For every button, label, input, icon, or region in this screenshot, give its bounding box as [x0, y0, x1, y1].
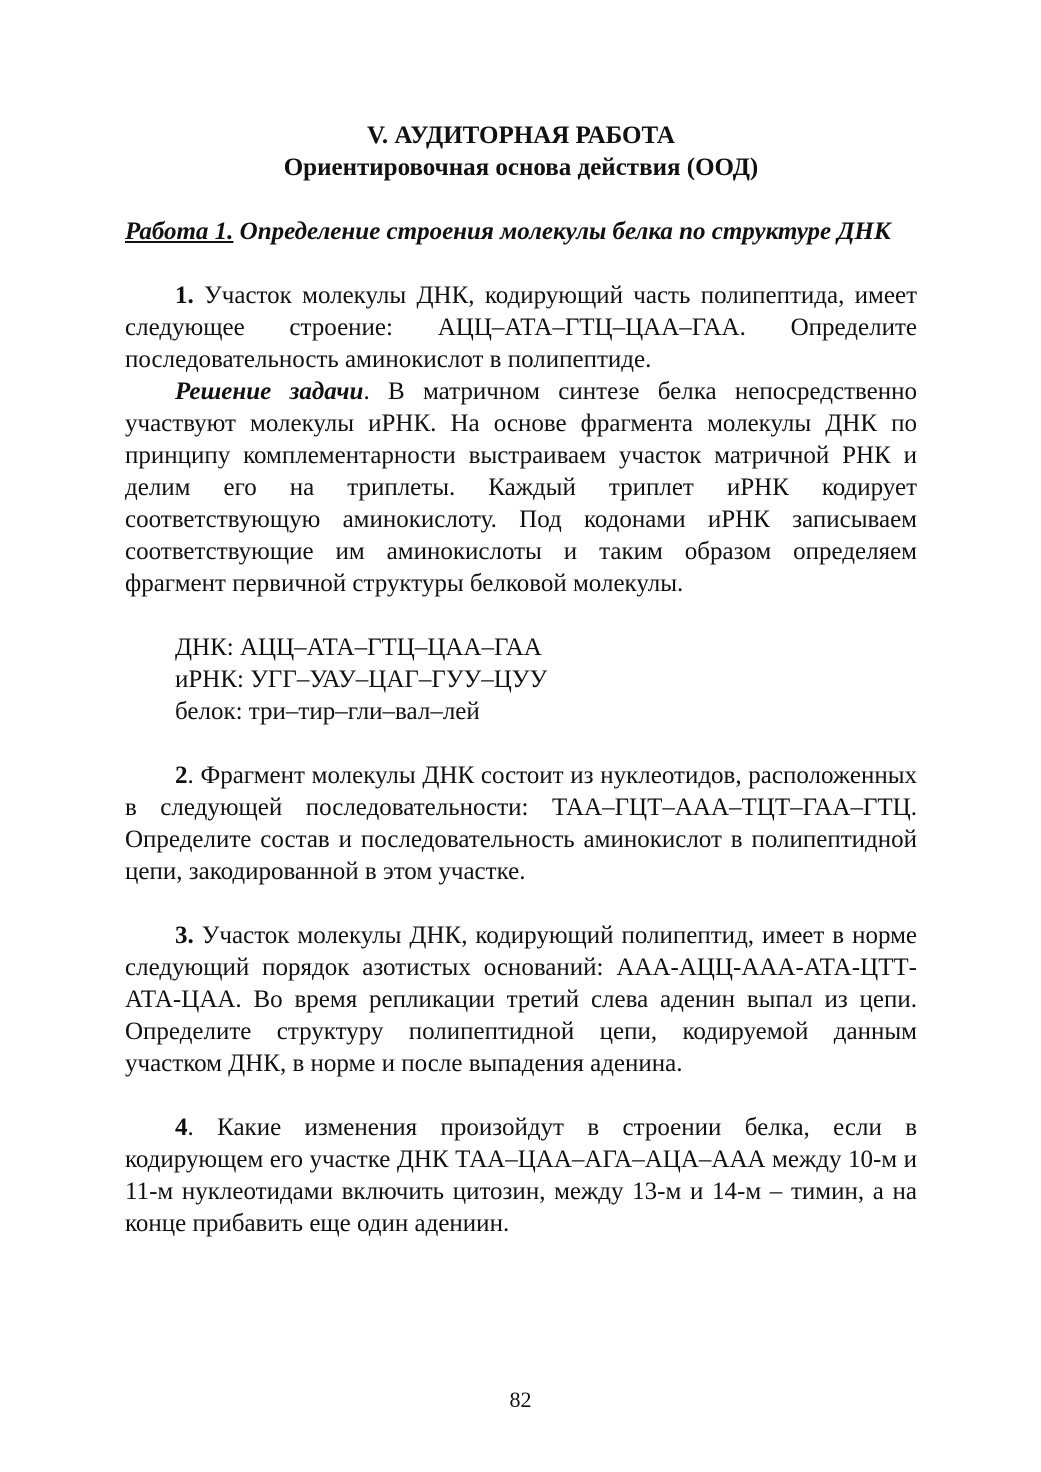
- section-label: Работа 1.: [125, 218, 234, 245]
- task-4-text: . Какие изменения произойдут в строении белка, если в кодирующем его участке ДНК ТАА–ЦАА–АГА–АЦА–ААА между 10-м и 11-м нуклеотидами включить цитозин, между 13-м и 14-м – тимин, а на конце прибавить еще один адениин.: [125, 1114, 917, 1237]
- task-4: [125, 1112, 917, 1240]
- task-2: [125, 760, 917, 888]
- task-1-number: 1.: [175, 282, 194, 309]
- protein-sequence: белок: три–тир–гли–вал–лей: [175, 698, 480, 725]
- task-3-number: 3.: [175, 922, 194, 949]
- section-heading: [125, 216, 917, 248]
- task-3: [125, 920, 917, 1080]
- spacer: [125, 1080, 917, 1112]
- page-number: 82: [509, 1387, 532, 1412]
- task-2-number: 2: [175, 762, 188, 789]
- chapter-title: V. АУДИТОРНАЯ РАБОТА: [367, 122, 675, 149]
- chapter-subtitle: Ориентировочная основа действия (ООД): [283, 154, 759, 181]
- solution-text: . В матричном синтезе белка непосредственно участвуют молекулы иРНК. На основе фрагмента молекулы ДНК по принципу комплементарности выстраиваем участок матричной РНК и делим его на триплеты. Каждый триплет иРНК кодирует соответствующую аминокислоту. Под кодонами иРНК записываем соответствующие им аминокислоты и таким образом определяем фрагмент первичной структуры белковой молекулы.: [125, 378, 917, 597]
- document-page: [125, 120, 917, 1240]
- task-2-text: . Фрагмент молекулы ДНК состоит из нуклеотидов, расположенных в следующей последовательности: ТАА–ГЦТ–ААА–ТЦТ–ГАА–ГТЦ. Определите состав и последовательность аминокислот в полипептидной цепи, закодированной в этом участке.: [125, 762, 917, 885]
- spacer: [125, 728, 917, 760]
- spacer: [125, 888, 917, 920]
- spacer: [125, 600, 917, 632]
- section-title: Определение строения молекулы белка по структуре ДНК: [233, 218, 891, 245]
- task-3-text: Участок молекулы ДНК, кодирующий полипептид, имеет в норме следующий порядок азотистых оснований: ААА-АЦЦ-ААА-АТА-ЦТТ-АТА-ЦАА. Во время репликации третий слева аденин выпал из цепи. Определите структуру полипептидной цепи, кодируемой данным участком ДНК, в норме и после выпадения аденина.: [125, 922, 917, 1077]
- mrna-sequence: иРНК: УГГ–УАУ–ЦАГ–ГУУ–ЦУУ: [175, 666, 548, 693]
- dna-sequence: ДНК: АЦЦ–АТА–ГТЦ–ЦАА–ГАА: [175, 634, 542, 661]
- solution-paragraph: [125, 376, 917, 600]
- solution-label: Решение задачи: [175, 378, 364, 405]
- task-4-number: 4: [175, 1114, 188, 1141]
- task-1: [125, 280, 917, 376]
- task-1-text: Участок молекулы ДНК, кодирующий часть полипептида, имеет следующее строение: АЦЦ–АТА–ГТЦ–ЦАА–ГАА. Определите последовательность аминокислот в полипептиде.: [125, 282, 917, 373]
